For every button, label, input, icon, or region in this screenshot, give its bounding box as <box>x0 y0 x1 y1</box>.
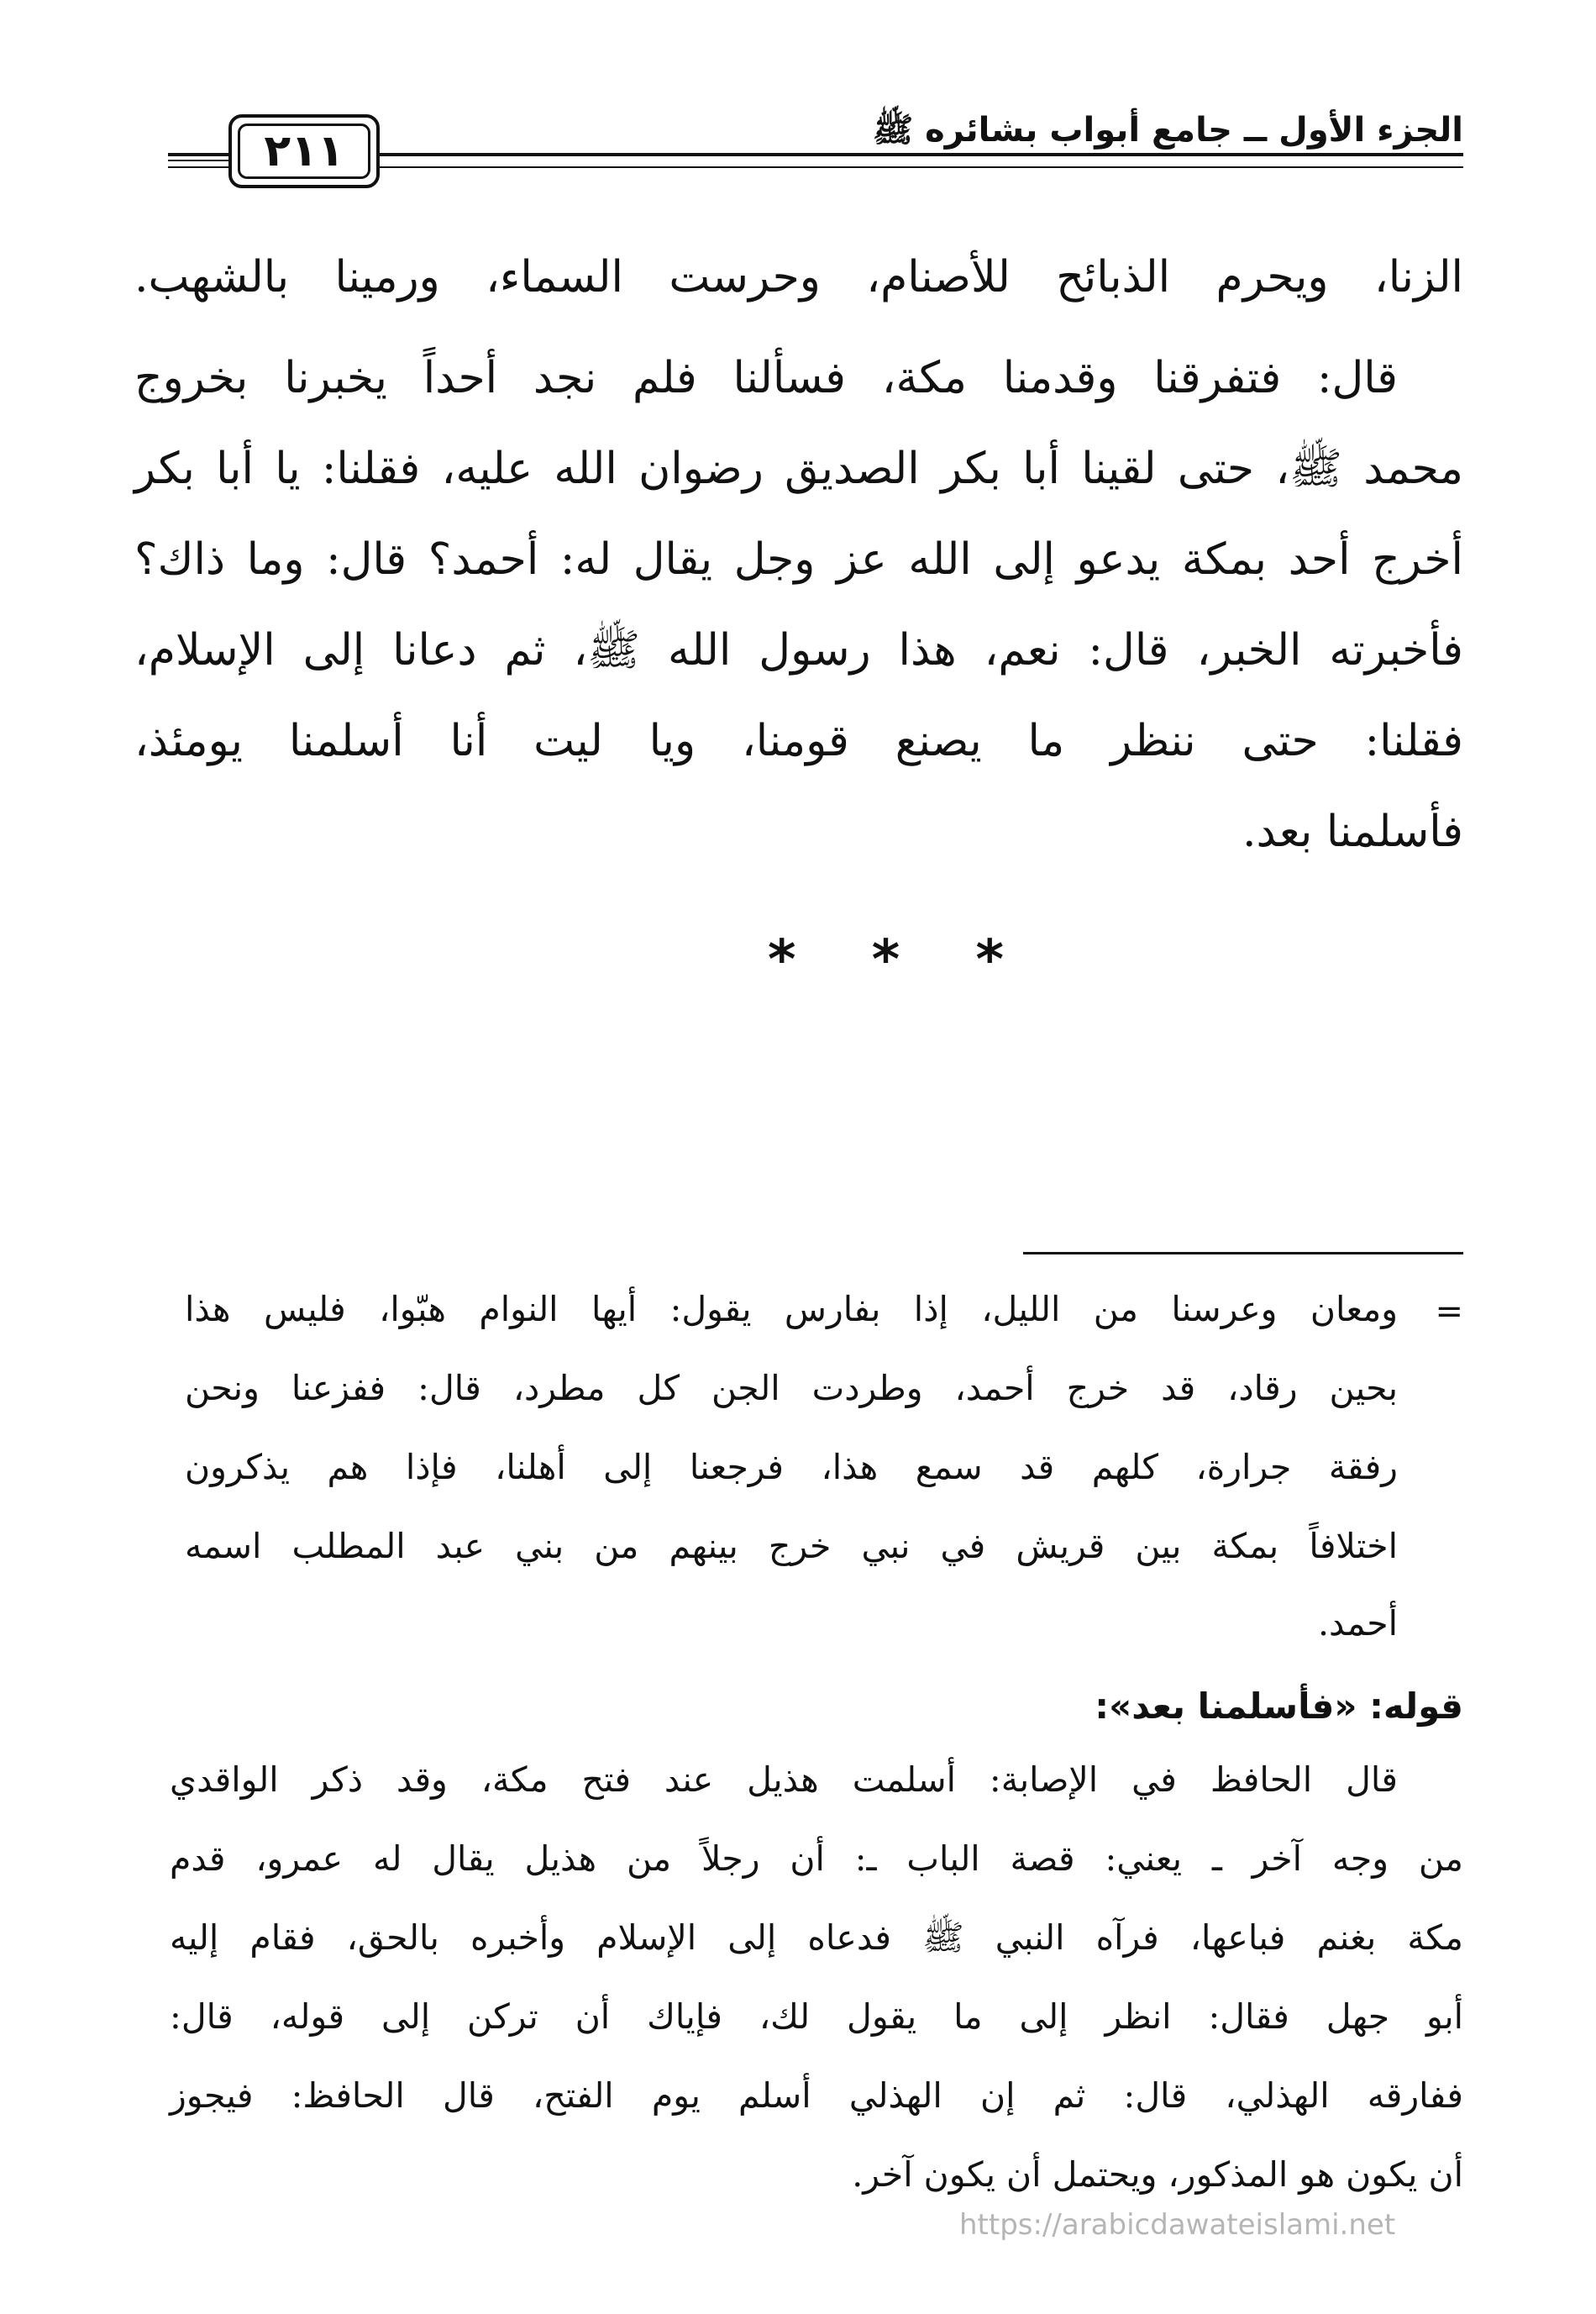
body-line: فأخبرته الخبر، قال: نعم، هذا رسول الله ﷺ، ثم دعانا إلى الإسلام، <box>134 625 1463 676</box>
watermark-url: https://arabicdawateislami.net <box>959 2208 1396 2242</box>
footnote-line: اختلافاً بمكة بين قريش في نبي خرج بينهم من بني عبد المطلب اسمه <box>185 1526 1398 1566</box>
commentary-line: أبو جهل فقال: انظر إلى ما يقول لك، فإياك أن تركن إلى قوله، قال: <box>170 1996 1463 2037</box>
header-rule-tail <box>168 160 235 161</box>
body-line: أخرج أحد بمكة يدعو إلى الله عز وجل يقال له: أحمد؟ قال: وما ذاك؟ <box>134 534 1463 585</box>
commentary-line: مكة بغنم فباعها، فرآه النبي ﷺ فدعاه إلى الإسلام وأخبره بالحق، فقام إليه <box>170 1917 1463 1958</box>
commentary-heading: قوله: «فأسلمنا بعد»: <box>1095 1686 1463 1727</box>
running-header-title: الجزء الأول ــ جامع أبواب بشائره ﷺ <box>872 111 1463 150</box>
commentary-line: قال الحافظ في الإصابة: أسلمت هذيل عند فتح مكة، وقد ذكر الواقدي <box>170 1759 1398 1800</box>
footnote-line: بحين رقاد، قد خرج أحمد، وطردت الجن كل مطرد، قال: ففزعنا ونحن <box>185 1368 1398 1408</box>
footnote-line: أحمد. <box>1318 1603 1398 1643</box>
footnote-rule <box>1023 1252 1463 1254</box>
body-line: قال: فتفرقنا وقدمنا مكة، فسألنا فلم نجد أحداً يخبرنا بخروج <box>134 353 1398 403</box>
body-line: فأسلمنا بعد. <box>1242 807 1463 857</box>
commentary-line: ففارقه الهذلي، قال: ثم إن الهذلي أسلم يوم الفتح، قال الحافظ: فيجوز <box>170 2075 1463 2116</box>
page-number: ٢١١ <box>264 126 344 176</box>
footnote-line: ومعان وعرسنا من الليل، إذا بفارس يقول: أيها النوام هبّوا، فليس هذا <box>185 1289 1398 1329</box>
page-number-frame <box>228 114 380 188</box>
footnote-continuation-mark: = <box>1435 1292 1463 1331</box>
commentary-line: من وجه آخر ـ يعني: قصة الباب ـ: أن رجلاً من هذيل يقال له عمرو، قدم <box>170 1838 1463 1879</box>
footnote-line: رفقة جرارة، كلهم قد سمع هذا، فرجعنا إلى أهلنا، فإذا هم يذكرون <box>185 1447 1398 1487</box>
body-line: فقلنا: حتى ننظر ما يصنع قومنا، ويا ليت أنا أسلمنا يومئذ، <box>134 716 1463 766</box>
body-line: الزنا، ويحرم الذبائح للأصنام، وحرست السماء، ورمينا بالشهب. <box>134 252 1463 302</box>
commentary-line: أن يكون هو المذكور، ويحتمل أن يكون آخر. <box>852 2154 1463 2195</box>
section-separator: * * * <box>768 929 1032 991</box>
body-line: محمد ﷺ، حتى لقينا أبا بكر الصديق رضوان الله عليه، فقلنا: يا أبا بكر <box>134 444 1463 494</box>
